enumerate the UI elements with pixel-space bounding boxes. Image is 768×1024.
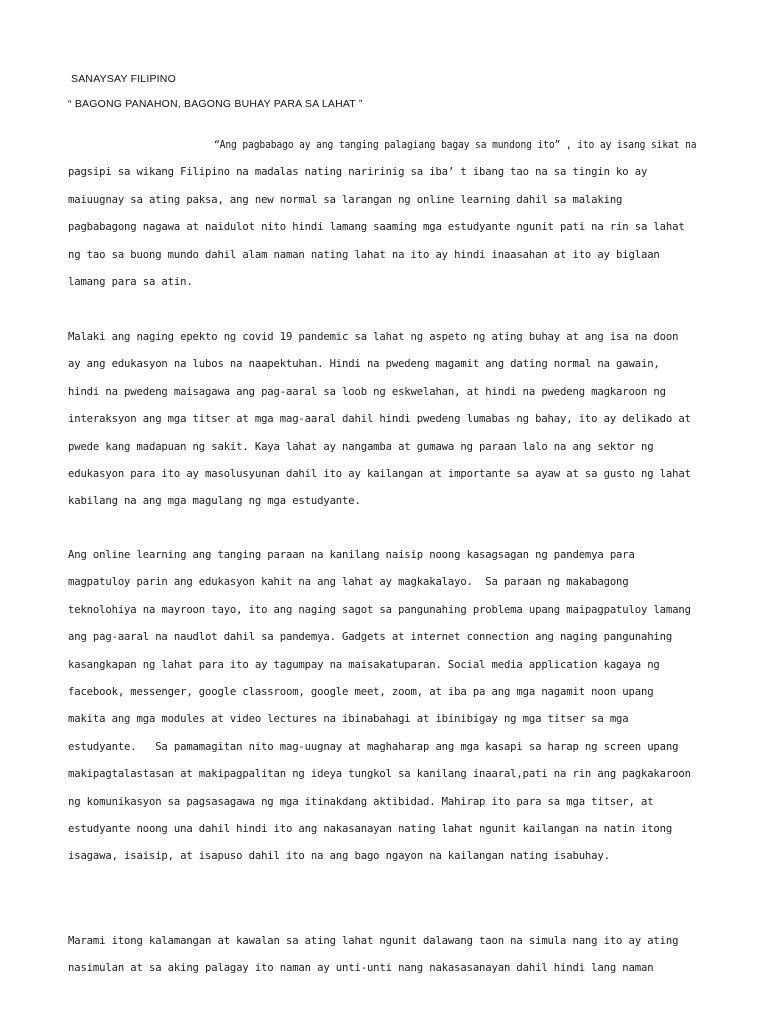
- text-line: kasangkapan ng lahat para ito ay tagumpay na maisakatuparan. Social media application kagaya ng: [68, 659, 660, 671]
- text-line: ng tao sa buong mundo dahil alam naman nating lahat na ito ay hindi inaasahan at ito ay biglaan: [68, 249, 660, 261]
- text-line: estudyante. Sa pamamagitan nito mag-uugnay at maghaharap ang mga kasapi sa harap ng screen upang: [68, 741, 679, 753]
- text-line: estudyante noong una dahil hindi ito ang nakasanayan nating lahat ngunit kailangan na natin itong: [68, 823, 673, 835]
- text-line: pagsipi sa wikang Filipino na madalas nating naririnig sa iba’ t ibang tao na sa tingin ko ay: [68, 166, 648, 178]
- text-line: lamang para sa atin.: [68, 276, 193, 288]
- text-line: isagawa, isaisip, at isapuso dahil ito na ang bago ngayon na kailangan nating isabuhay.: [68, 850, 610, 862]
- text-line: kabilang na ang mga magulang ng mga estudyante.: [68, 495, 361, 507]
- text-line: hindi na pwedeng maisagawa ang pag-aaral sa loob ng eskwelahan, at hindi na pwedeng magkaroon ng: [68, 386, 666, 398]
- text-line: Marami itong kalamangan at kawalan sa ating lahat ngunit dalawang taon na simula nang ito ay ating: [68, 935, 679, 947]
- text-line: edukasyon para ito ay masolusyunan dahil ito ay kailangan at importante sa ayaw at sa gusto ng lahat: [68, 468, 691, 480]
- text-line: Ang online learning ang tanging paraan na kanilang naisip noong kasagsagan ng pandemya para: [68, 549, 635, 561]
- text-line: Malaki ang naging epekto ng covid 19 pandemic sa lahat ng aspeto ng ating buhay at ang isa na doon: [68, 331, 679, 343]
- text-line: facebook, messenger, google classroom, google meet, zoom, at iba pa ang mga nagamit noon upang: [68, 686, 654, 698]
- text-line: “Ang pagbabago ay ang tanging palagiang bagay sa mundong ito” , ito ay isang sikat na: [214, 139, 697, 151]
- text-line: ng komunikasyon sa pagsasagawa ng mga itinakdang aktibidad. Mahirap ito para sa mga titser, at: [68, 796, 654, 808]
- text-line: makita ang mga modules at video lectures na ibinabahagi at ibinibigay ng mga titser sa mga: [68, 713, 629, 725]
- text-line: pagbabagong nagawa at naidulot nito hindi lamang saaming mga estudyante ngunit pati na rin sa lahat: [68, 221, 685, 233]
- document-subtitle: “ BAGONG PANAHON, BAGONG BUHAY PARA SA LAHAT ”: [68, 98, 363, 110]
- text-line: magpatuloy parin ang edukasyon kahit na ang lahat ay magkakalayo. Sa paraan ng makabagong: [68, 576, 629, 588]
- text-line: maiuugnay sa ating paksa, ang new normal sa larangan ng online learning dahil sa malaking: [68, 194, 623, 206]
- text-line: nasimulan at sa aking palagay ito naman ay unti-unti nang nakasasanayan dahil hindi lang naman: [68, 962, 654, 974]
- text-line: interaksyon ang mga titser at mga mag-aaral dahil hindi pwedeng lumabas ng bahay, ito ay delikado at: [68, 413, 691, 425]
- text-line: pwede kang madapuan ng sakit. Kaya lahat ay nangamba at gumawa ng paraan lalo na ang sektor ng: [68, 441, 654, 453]
- text-line: teknolohiya na mayroon tayo, ito ang naging sagot sa pangunahing problema upang maipagpatuloy lamang: [68, 604, 691, 616]
- text-line: makipagtalastasan at makipagpalitan ng ideya tungkol sa kanilang inaaral,pati na rin ang pagkakaroon: [68, 768, 691, 780]
- text-line: ang pag-aaral na naudlot dahil sa pandemya. Gadgets at internet connection ang naging pangunahing: [68, 631, 673, 643]
- document-title: SANAYSAY FILIPINO: [71, 73, 176, 85]
- text-line: ay ang edukasyon na lubos na naapektuhan. Hindi na pwedeng magamit ang dating normal na gawain,: [68, 358, 660, 370]
